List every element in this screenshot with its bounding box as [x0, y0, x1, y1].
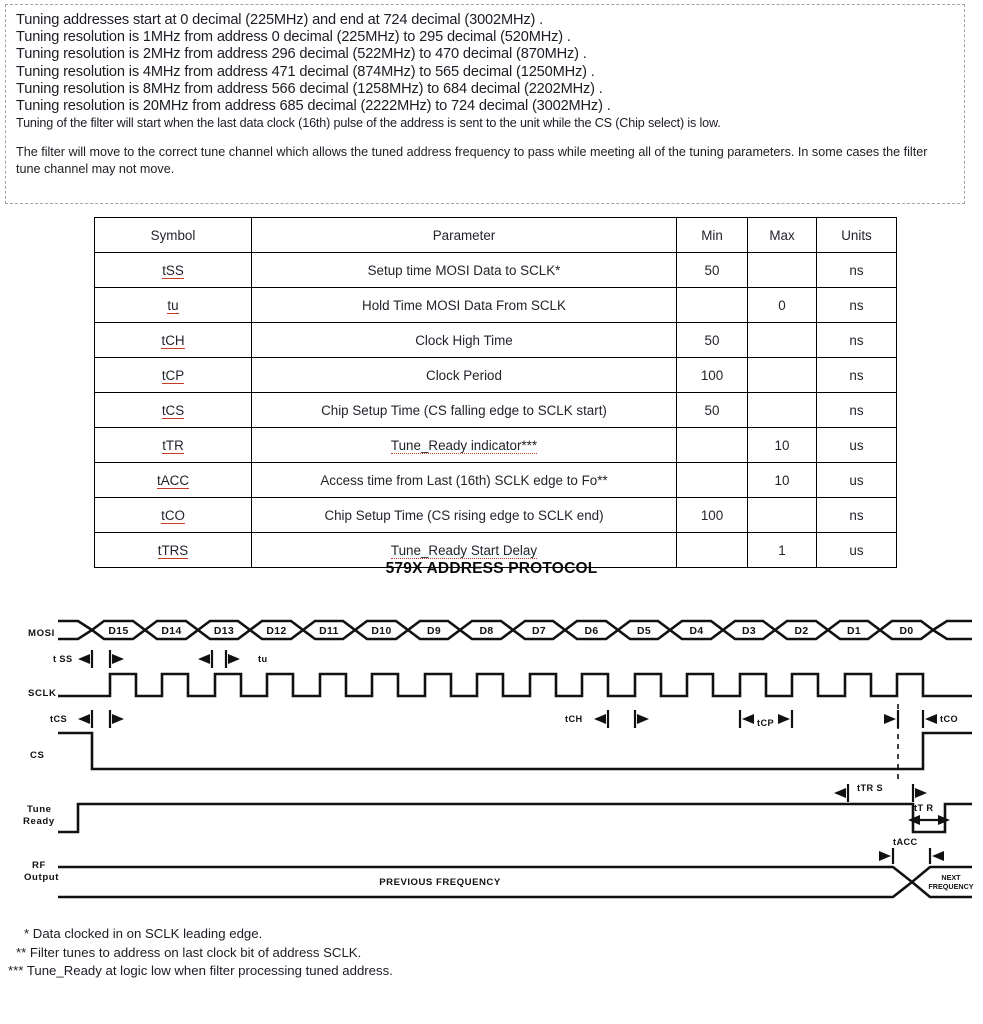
tu-annotation [198, 650, 267, 668]
cell-parameter: Clock Period [252, 358, 677, 393]
table-header-units: Units [817, 218, 897, 253]
cell-min: 100 [677, 358, 748, 393]
rf-previous-frequency-label: PREVIOUS FREQUENCY [379, 877, 501, 888]
waveform-label-sclk: SCLK [28, 688, 57, 699]
mosi-bit-label: D4 [689, 626, 704, 637]
mosi-bit-label: D14 [161, 626, 182, 637]
table-row [95, 288, 897, 323]
tacc-label: tACC [893, 837, 918, 847]
tcp-annotation [740, 710, 792, 728]
table-header-parameter: Parameter [252, 218, 677, 253]
symbol-text: tCS [161, 402, 185, 418]
mosi-bit-label: D12 [266, 626, 287, 637]
diagram-title: 579X ADDRESS PROTOCOL [385, 560, 598, 577]
cell-parameter [252, 428, 677, 463]
cell-parameter: Chip Setup Time (CS rising edge to SCLK end) [252, 498, 677, 533]
waveform-label-mosi: MOSI [28, 628, 55, 639]
note-line: Tuning resolution is 2MHz from address 296 decimal (522MHz) to 470 decimal (870MHz) . [16, 46, 587, 63]
waveform-label-rf-2: Output [24, 872, 60, 883]
cell-symbol [95, 288, 252, 323]
cell-units: ns [817, 393, 897, 428]
symbol-text: tSS [162, 262, 184, 278]
tune-ready-waveform [58, 804, 972, 832]
symbol-text: tACC [157, 472, 189, 488]
note-paragraph: The filter will move to the correct tune channel which allows the tuned address frequency to pass while meeting all of the tuning parameters. In some cases the filter tune channel may not move. [16, 145, 928, 176]
cell-symbol [95, 323, 252, 358]
table-row [95, 428, 897, 463]
footnotes [0, 925, 983, 981]
mosi-bit-label: D0 [899, 626, 914, 637]
tuning-notes-box [5, 4, 965, 204]
cell-parameter: Access time from Last (16th) SCLK edge to Fo** [252, 463, 677, 498]
tcs-label: tCS [50, 714, 68, 724]
mosi-bit-label: D1 [846, 626, 862, 637]
waveform-label-tune-ready-1: Tune [27, 804, 52, 815]
cell-units: ns [817, 358, 897, 393]
waveform-label-cs: CS [30, 750, 45, 761]
ttrs-annotation [834, 783, 927, 802]
cell-max: 10 [748, 463, 817, 498]
cell-max: 1 [748, 533, 817, 568]
cell-max: 10 [748, 428, 817, 463]
mosi-bit-label: D5 [636, 626, 652, 637]
cell-min: 100 [677, 498, 748, 533]
mosi-bit-label: D11 [319, 626, 339, 637]
tcp-label: tCP [757, 718, 775, 728]
cell-symbol [95, 428, 252, 463]
cell-parameter: Chip Setup Time (CS falling edge to SCLK start) [252, 393, 677, 428]
cell-symbol [95, 463, 252, 498]
sclk-waveform [58, 674, 972, 696]
cell-min: 50 [677, 393, 748, 428]
note-line: Tuning addresses start at 0 decimal (225MHz) and end at 724 decimal (3002MHz) . [16, 12, 544, 28]
cell-units: us [817, 463, 897, 498]
timing-parameters-table [94, 217, 897, 568]
cell-symbol [95, 253, 252, 288]
waveform-label-rf-1: RF [32, 860, 46, 871]
mosi-bit-label: D15 [108, 626, 129, 637]
table-row [95, 323, 897, 358]
ttr-label: tT R [914, 803, 934, 813]
rf-next-frequency-label-1: NEXT [941, 873, 961, 882]
cell-units: ns [817, 288, 897, 323]
table-row [95, 253, 897, 288]
symbol-text: tu [167, 297, 179, 313]
table-row [95, 463, 897, 498]
tss-label: t SS [53, 654, 73, 664]
table-row [95, 393, 897, 428]
cell-symbol [95, 358, 252, 393]
cell-min: 50 [677, 253, 748, 288]
tch-label: tCH [565, 714, 583, 724]
cell-parameter: Setup time MOSI Data to SCLK* [252, 253, 677, 288]
mosi-bit-label: D2 [794, 626, 809, 637]
table-header-row [95, 218, 897, 253]
symbol-text: tTRS [157, 542, 189, 558]
footnote-item: *** Tune_Ready at logic low when filter processing tuned address. [8, 963, 393, 978]
cell-max [748, 253, 817, 288]
note-line: Tuning resolution is 20MHz from address 685 decimal (2222MHz) to 724 decimal (3002MHz) . [16, 98, 611, 115]
cs-waveform [58, 704, 972, 782]
cell-symbol [95, 393, 252, 428]
mosi-waveform [58, 621, 972, 639]
note-line: Tuning resolution is 1MHz from address 0 decimal (225MHz) to 295 decimal (520MHz) . [16, 29, 571, 46]
note-spacer [16, 131, 954, 144]
tu-label: tu [258, 654, 268, 664]
cell-units: ns [817, 498, 897, 533]
cell-min [677, 288, 748, 323]
symbol-text: tCH [161, 332, 185, 348]
tss-annotation [53, 650, 124, 668]
cell-min [677, 463, 748, 498]
table-header-max: Max [748, 218, 817, 253]
cell-min [677, 428, 748, 463]
cell-parameter: Hold Time MOSI Data From SCLK [252, 288, 677, 323]
cell-units: ns [817, 253, 897, 288]
mosi-bit-label: D6 [584, 626, 599, 637]
tch-annotation [565, 710, 649, 728]
table-header-symbol: Symbol [95, 218, 252, 253]
cell-max [748, 358, 817, 393]
note-line: Tuning resolution is 4MHz from address 471 decimal (874MHz) to 565 decimal (1250MHz) . [16, 63, 595, 80]
symbol-text: tTR [162, 437, 184, 453]
mosi-bit-label: D10 [371, 626, 392, 637]
cell-units: ns [817, 323, 897, 358]
tco-label: tCO [940, 714, 959, 724]
address-protocol-timing-diagram [0, 592, 983, 922]
cell-max [748, 323, 817, 358]
rf-next-frequency-label-2: FREQUENCY [928, 882, 974, 891]
cell-parameter: Clock High Time [252, 323, 677, 358]
mosi-bit-label: D3 [741, 626, 757, 637]
cell-max [748, 393, 817, 428]
rf-output-waveform [58, 867, 974, 897]
footnote-item: ** Filter tunes to address on last clock bit of address SCLK. [16, 944, 362, 960]
parameter-text: Tune_Ready indicator*** [390, 437, 538, 453]
cell-max: 0 [748, 288, 817, 323]
footnote-item: * Data clocked in on SCLK leading edge. [24, 926, 263, 941]
tacc-annotation [879, 837, 944, 864]
waveform-label-tune-ready-2: Ready [23, 816, 55, 827]
cell-max [748, 498, 817, 533]
symbol-text: tCO [161, 507, 185, 523]
cell-units: us [817, 533, 897, 568]
table-header-min: Min [677, 218, 748, 253]
mosi-bit-label: D8 [479, 626, 494, 637]
cell-units: us [817, 428, 897, 463]
table-row [95, 498, 897, 533]
table-row [95, 358, 897, 393]
note-line: Tuning resolution is 8MHz from address 566 decimal (1258MHz) to 684 decimal (2202MHz) . [16, 80, 603, 97]
parameter-text: Tune_Ready Start Delay [390, 542, 538, 558]
note-clock-line: Tuning of the filter will start when the last data clock (16th) pulse of the address is sent to the unit while the CS (Chip select) is low. [16, 116, 721, 131]
ttrs-label: tTR S [857, 783, 883, 793]
tcs-annotation [50, 710, 124, 728]
mosi-bit-label: D7 [531, 626, 547, 637]
cell-symbol [95, 498, 252, 533]
mosi-bit-label: D9 [426, 626, 442, 637]
mosi-bit-label: D13 [213, 626, 235, 637]
tco-annotation [884, 710, 958, 728]
cell-min: 50 [677, 323, 748, 358]
symbol-text: tCP [161, 367, 185, 383]
